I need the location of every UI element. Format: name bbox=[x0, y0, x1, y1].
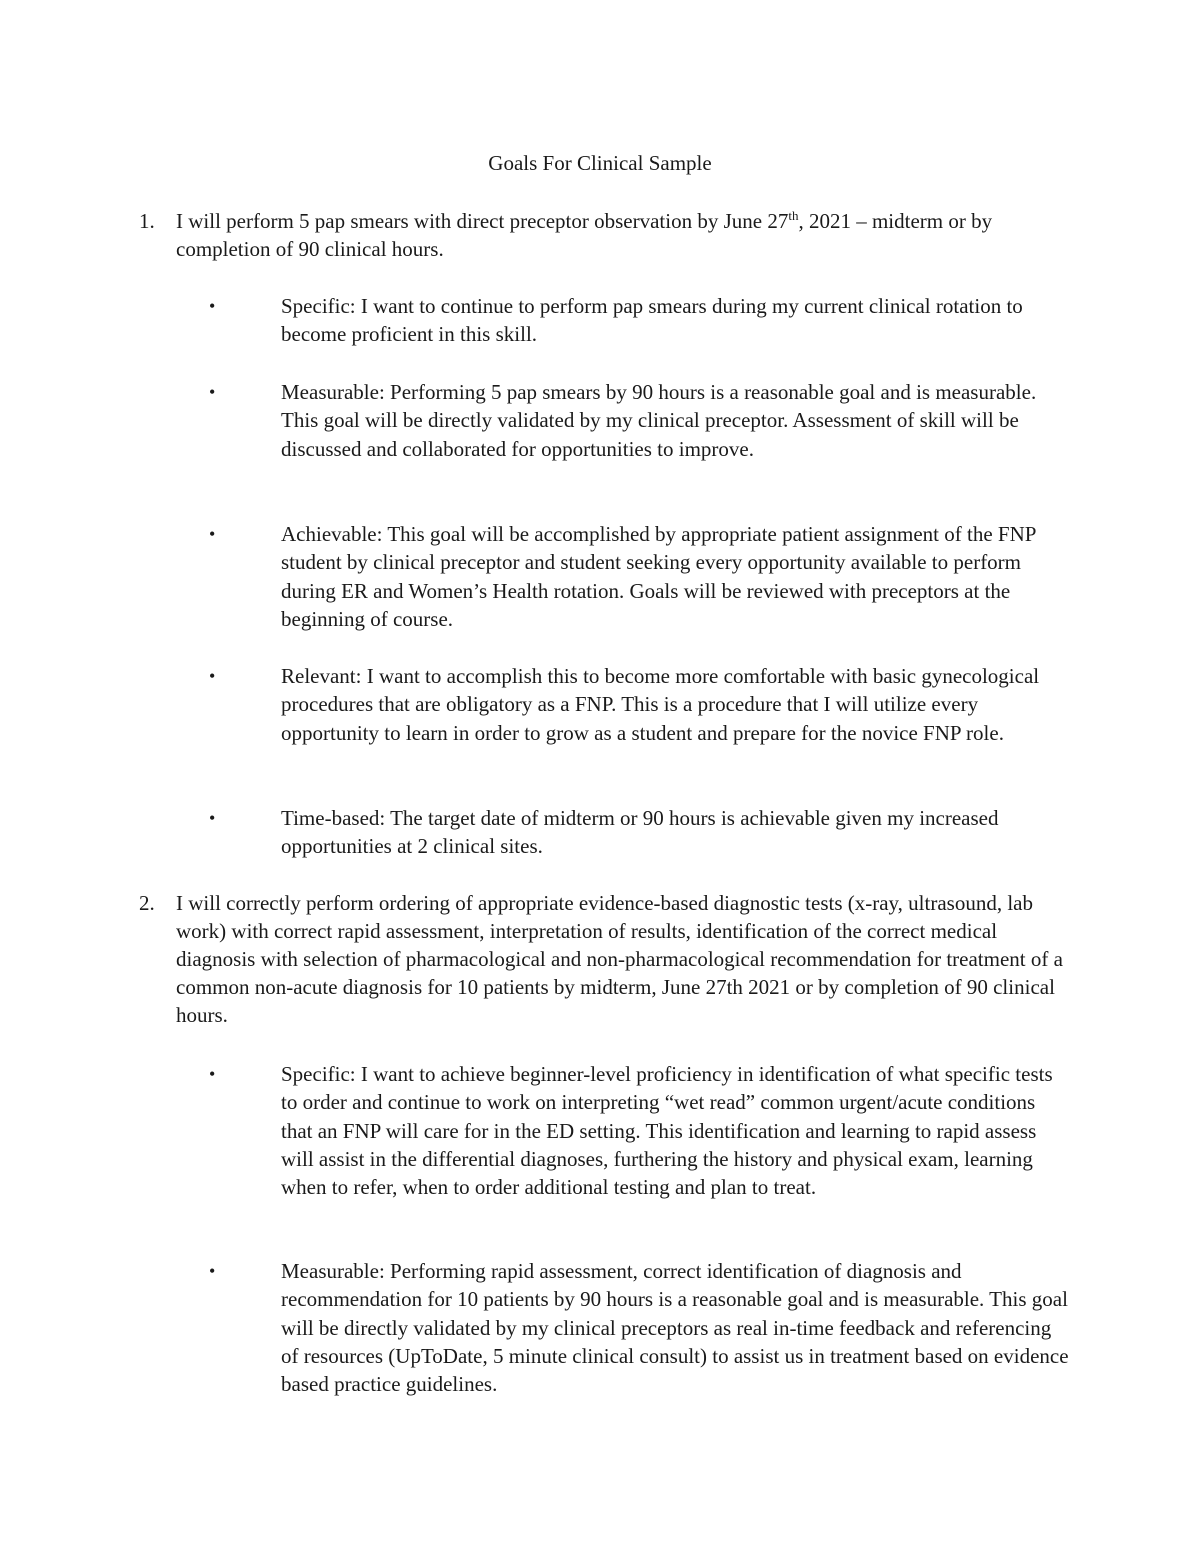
bullet-text: Achievable: This goal will be accomplished by appropriate patient assignment of the FNP student by clinical preceptor and student seeking every opportunity available to perform during ER and Women’s Health rotation. Goals will be reviewed with preceptors at the beginning of course. bbox=[281, 522, 1036, 631]
goal-text: I will correctly perform ordering of appropriate evidence-based diagnostic tests (x-ray, ultrasound, lab work) with correct rapid assessment, interpretation of results, identification of the correct medical diagnosis with selection of pharmacological and non-pharmacological recommendation for treatment of a common non-acute diagnosis for 10 patients by midterm, June 27th 2021 or by completion of 90 clinical hours. bbox=[176, 891, 1063, 1027]
bullet-text: Specific: I want to achieve beginner-level proficiency in identification of what specific tests to order and continue to work on interpreting “wet read” common urgent/acute conditions that an FNP will care for in the ED setting. This identification and learning to rapid assess will assist in the differential diagnoses, furthering the history and physical exam, learning when to refer, when to order additional testing and plan to treat. bbox=[281, 1062, 1053, 1200]
bullet-item-specific bbox=[209, 292, 1069, 349]
bullet-item-achievable bbox=[209, 520, 1069, 633]
bullet-text: Measurable: Performing 5 pap smears by 90 hours is a reasonable goal and is measurable. This goal will be directly validated by my clinical preceptor. Assessment of skill will be discussed and collaborated for opportunities to improve. bbox=[281, 380, 1037, 461]
bullet-item-relevant bbox=[209, 662, 1069, 747]
bullet-text: Specific: I want to continue to perform pap smears during my current clinical rotation to become proficient in this skill. bbox=[281, 294, 1023, 347]
bullet-text: Relevant: I want to accomplish this to become more comfortable with basic gynecological procedures that are obligatory as a FNP. This is a procedure that I will utilize every opportunity to learn in order to grow as a student and prepare for the novice FNP role. bbox=[281, 664, 1040, 745]
bullet-text: Time-based: The target date of midterm or 90 hours is achievable given my increased opportunities at 2 clinical sites. bbox=[281, 806, 999, 859]
bullet-marker: • bbox=[209, 382, 216, 402]
bullet-marker: • bbox=[209, 524, 216, 544]
goal-text-part: , 2021 – midterm or by completion of 90 clinical hours. bbox=[176, 209, 993, 261]
goal-text-part: I will perform 5 pap smears with direct preceptor observation by June 27 bbox=[176, 209, 789, 233]
bullet-marker: • bbox=[209, 296, 216, 316]
bullet-item-measurable bbox=[209, 378, 1069, 463]
goal-text bbox=[176, 207, 1069, 263]
ordinal-suffix: th bbox=[788, 208, 799, 223]
bullet-item-time-based bbox=[209, 804, 1069, 861]
goal-number: 2. bbox=[139, 891, 155, 915]
bullet-text: Measurable: Performing rapid assessment, correct identification of diagnosis and recommendation for 10 patients by 90 hours is a reasonable goal and is measurable. This goal will be directly validated by my clinical preceptors as real in-time feedback and referencing of resources (UpToDate, 5 minute clinical consult) to assist us in treatment based on evidence based practice guidelines. bbox=[281, 1259, 1069, 1397]
bullet-marker: • bbox=[209, 1064, 216, 1084]
bullet-marker: • bbox=[209, 808, 216, 828]
goal-item bbox=[139, 207, 1069, 263]
document-title: Goals For Clinical Sample bbox=[488, 151, 712, 175]
goal-number: 1. bbox=[139, 209, 155, 233]
bullet-marker: • bbox=[209, 666, 216, 686]
bullet-item-measurable bbox=[209, 1257, 1069, 1398]
goal-item bbox=[139, 889, 1069, 1029]
bullet-marker: • bbox=[209, 1261, 216, 1281]
bullet-item-specific bbox=[209, 1060, 1069, 1201]
